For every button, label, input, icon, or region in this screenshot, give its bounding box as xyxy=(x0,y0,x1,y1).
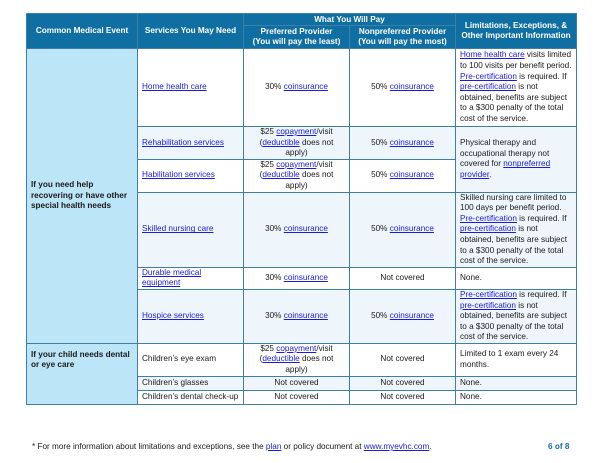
service-link[interactable]: Habilitation services xyxy=(142,170,215,180)
table-row xyxy=(27,49,577,127)
deductible-link[interactable]: deductible xyxy=(262,170,300,180)
pre-certification-link[interactable]: Pre-certification xyxy=(460,71,517,81)
service-cell xyxy=(138,267,244,289)
coinsurance-link[interactable]: coinsurance xyxy=(283,311,328,321)
service-cell: Children’s dental check-up xyxy=(138,390,244,404)
nonpreferred-provider-link[interactable]: nonpreferred provider xyxy=(460,159,551,179)
page-number: 6 of 8 xyxy=(548,442,570,451)
copayment-link[interactable]: copayment xyxy=(276,127,317,136)
service-cell xyxy=(138,289,244,343)
service-link[interactable]: Hospice services xyxy=(142,311,204,321)
preferred-cell: 30% coinsurance xyxy=(244,49,350,127)
copayment-link[interactable]: copayment xyxy=(276,159,317,169)
coinsurance-link[interactable]: coinsurance xyxy=(283,82,328,92)
limitations-cell: Skilled nursing care limited to 100 days per benefit period. Pre-certification is required. If pre-certification is not obtained, benefits are subject to a $300 penalty of the total cost of the service. xyxy=(456,192,577,267)
coinsurance-link[interactable]: coinsurance xyxy=(283,224,328,234)
preferred-cell: 30% coinsurance xyxy=(244,289,350,343)
service-cell: Children’s eye exam xyxy=(138,343,244,376)
service-cell xyxy=(138,127,244,160)
website-link[interactable]: www.myevhc.com xyxy=(363,442,430,451)
header-common-medical-event: Common Medical Event xyxy=(27,14,138,49)
coinsurance-link[interactable]: coinsurance xyxy=(283,273,328,283)
header-preferred-provider: Preferred Provider (You will pay the least) xyxy=(244,26,350,49)
limitations-cell: Home health care visits limited to 100 visits per benefit period. Pre-certification is required. If pre-certification is not obtained, benefits are subject to a $300 penalty of the total cost of the service. xyxy=(456,49,577,127)
table-row xyxy=(27,343,577,376)
nonpreferred-cell: 50% coinsurance xyxy=(350,159,456,192)
benefits-table xyxy=(26,13,577,405)
limitations-cell: Pre-certification is required. If pre-certification is not obtained, benefits are subject to a $300 penalty of the total cost of the service. xyxy=(456,289,577,343)
service-cell xyxy=(138,192,244,267)
deductible-link[interactable]: deductible xyxy=(262,354,300,364)
deductible-link[interactable]: deductible xyxy=(262,137,300,147)
service-cell xyxy=(138,49,244,127)
nonpreferred-cell: 50% coinsurance xyxy=(350,49,456,127)
copayment-link[interactable]: copayment xyxy=(276,343,317,353)
pre-certification-link[interactable]: pre-certification xyxy=(460,224,516,234)
pre-certification-link[interactable]: Pre-certification xyxy=(460,213,517,223)
event-special-health-needs: If you need help recovering or have other special health needs xyxy=(27,49,138,344)
service-cell: Children’s glasses xyxy=(138,376,244,390)
preferred-cell: 30% coinsurance xyxy=(244,192,350,267)
service-link[interactable]: Home health care xyxy=(142,82,207,92)
header-services: Services You May Need xyxy=(138,14,244,49)
coinsurance-link[interactable]: coinsurance xyxy=(389,224,434,234)
limitations-cell: None. xyxy=(456,390,577,404)
coinsurance-link[interactable]: coinsurance xyxy=(389,170,434,180)
nonpreferred-cell: Not covered xyxy=(350,376,456,390)
preferred-cell: Not covered xyxy=(244,376,350,390)
limitations-cell: None. xyxy=(456,267,577,289)
service-link[interactable]: Durable medical equipment xyxy=(142,267,202,288)
preferred-cell: Not covered xyxy=(244,390,350,404)
pre-certification-link[interactable]: pre-certification xyxy=(460,82,516,92)
nonpreferred-cell: 50% coinsurance xyxy=(350,289,456,343)
service-cell xyxy=(138,159,244,192)
limitations-cell: Limited to 1 exam every 24 months. xyxy=(456,343,577,376)
limitations-cell: Physical therapy and occupational therapy not covered for nonpreferred provider. xyxy=(456,127,577,193)
nonpreferred-cell: Not covered xyxy=(350,343,456,376)
service-link[interactable]: Skilled nursing care xyxy=(142,224,214,234)
preferred-cell: $25 copayment/visit (deductible does not apply) xyxy=(244,159,350,192)
nonpreferred-cell: Not covered xyxy=(350,390,456,404)
pre-certification-link[interactable]: pre-certification xyxy=(460,300,516,310)
pre-certification-link[interactable]: Pre-certification xyxy=(460,289,517,299)
coinsurance-link[interactable]: coinsurance xyxy=(389,137,434,147)
preferred-cell: 30% coinsurance xyxy=(244,267,350,289)
header-what-you-will-pay: What You Will Pay xyxy=(244,14,456,26)
preferred-cell: $25 copayment/visit (deductible does not apply) xyxy=(244,343,350,376)
limitations-cell: None. xyxy=(456,376,577,390)
event-child-dental-eye: If your child needs dental or eye care xyxy=(27,343,138,404)
plan-link[interactable]: plan xyxy=(265,442,282,451)
preferred-cell: $25 copayment/visit (deductible does not apply) xyxy=(244,127,350,160)
nonpreferred-cell: Not covered xyxy=(350,267,456,289)
nonpreferred-cell: 50% coinsurance xyxy=(350,127,456,160)
header-nonpreferred-provider: Nonpreferred Provider (You will pay the most) xyxy=(350,26,456,49)
service-link[interactable]: Rehabilitation services xyxy=(142,137,224,147)
coinsurance-link[interactable]: coinsurance xyxy=(389,311,434,321)
coinsurance-link[interactable]: coinsurance xyxy=(389,82,434,92)
nonpreferred-cell: 50% coinsurance xyxy=(350,192,456,267)
footer-note: * For more information about limitations and exceptions, see the plan or policy document at www.myevhc.com. xyxy=(32,442,432,451)
header-limitations: Limitations, Exceptions, & Other Important Information xyxy=(456,14,577,49)
home-health-care-link[interactable]: Home health care xyxy=(460,50,525,60)
